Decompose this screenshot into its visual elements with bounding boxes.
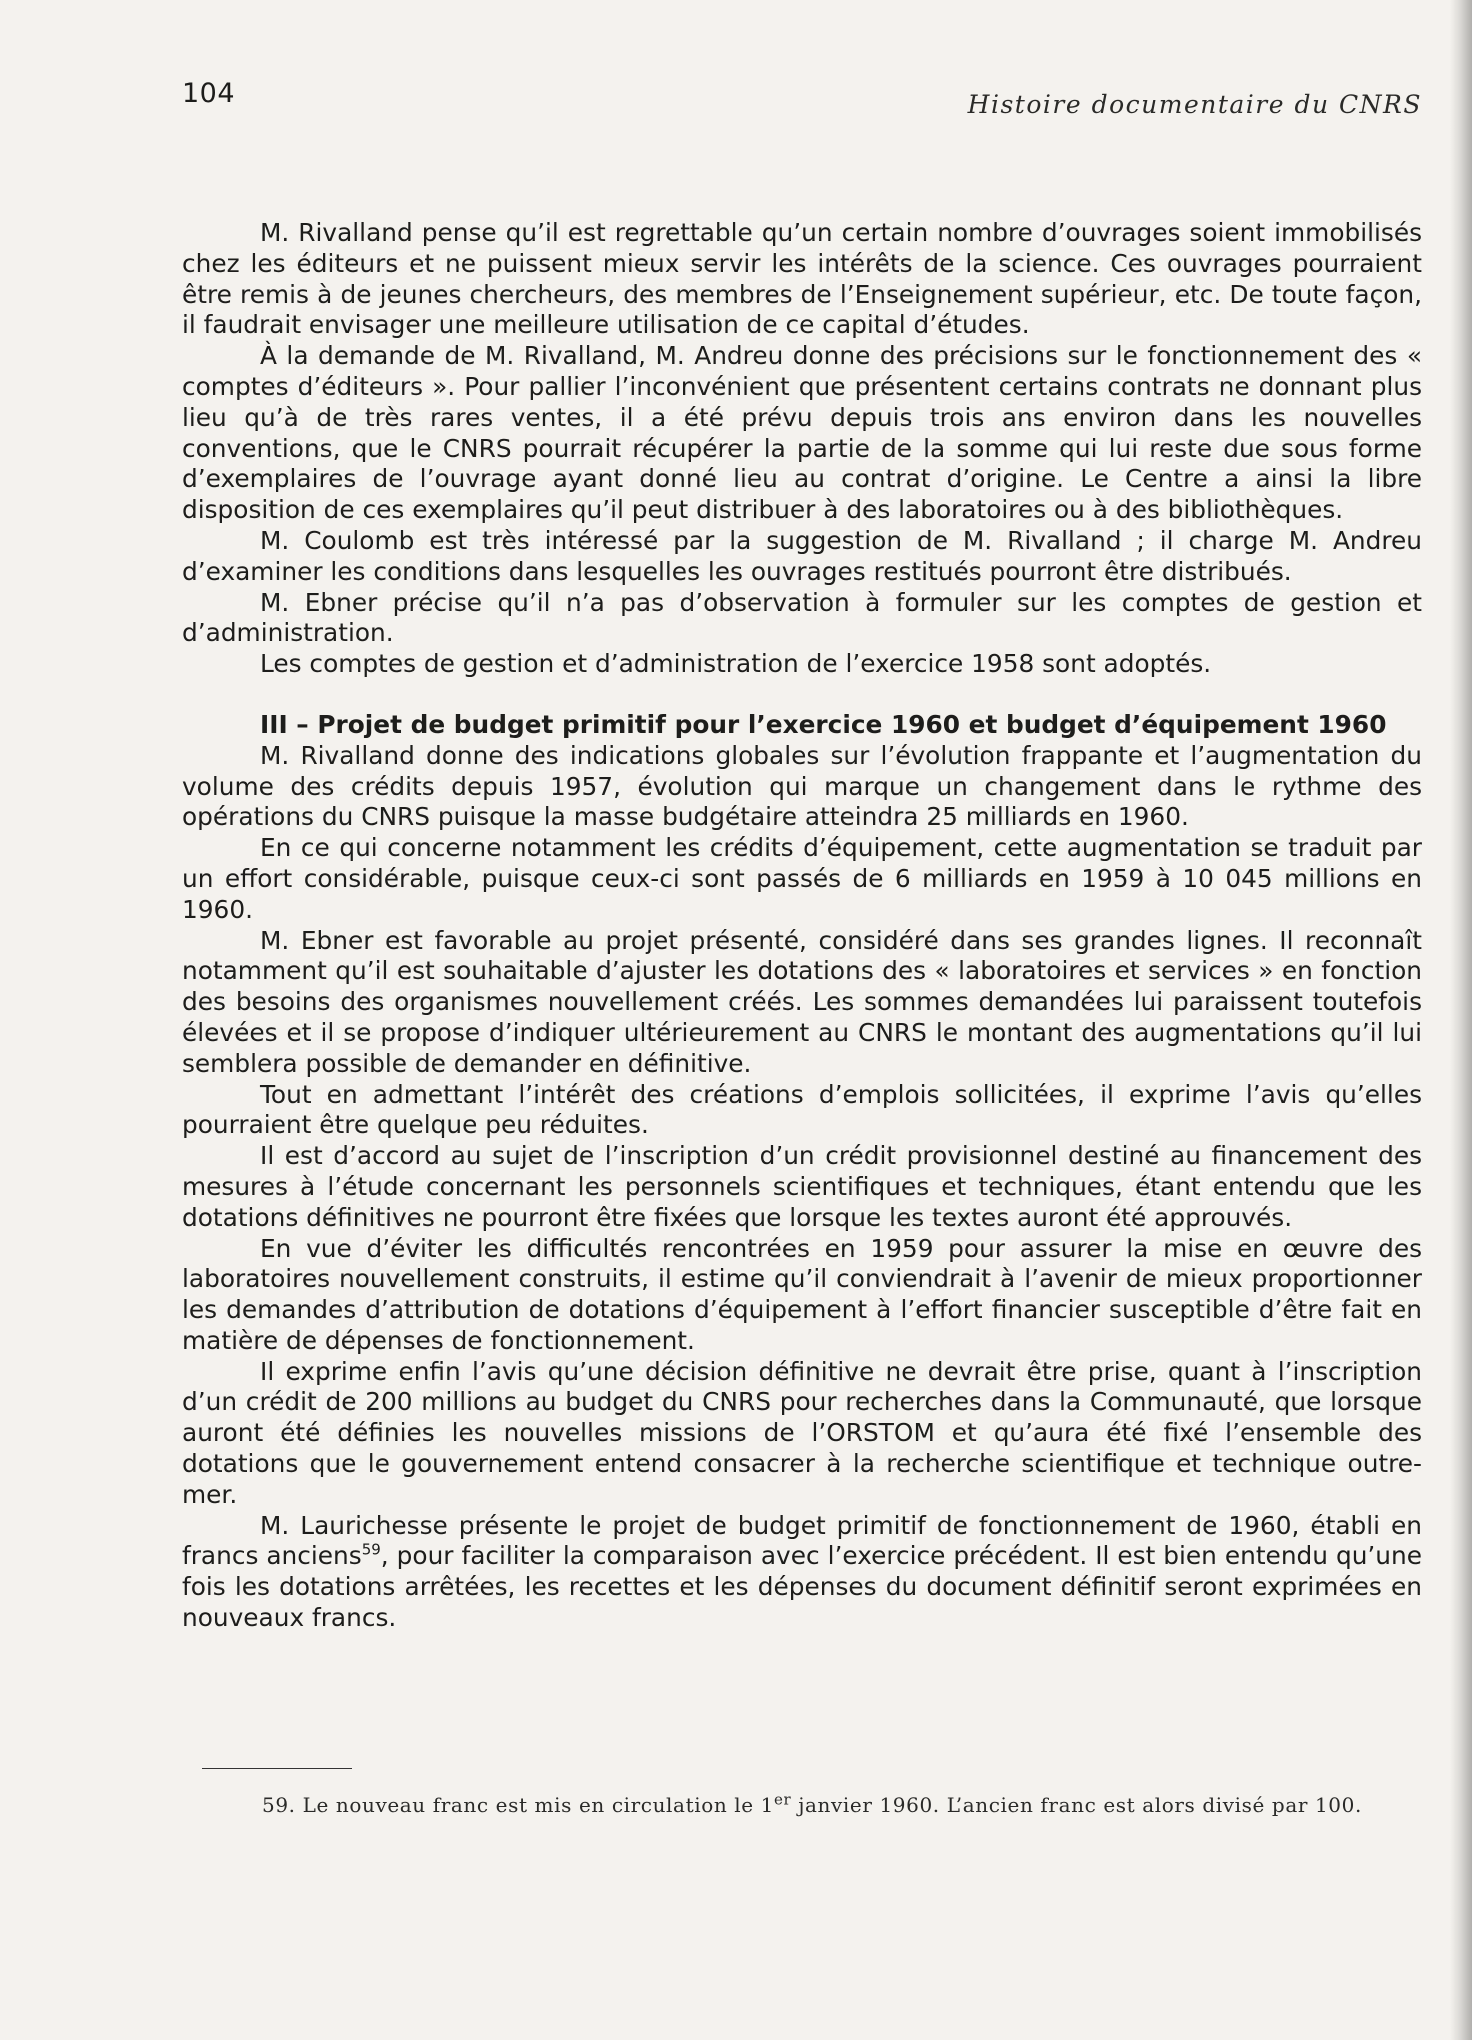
paragraph: Il est d’accord au sujet de l’inscription d’un crédit provisionnel destiné au financement des mesures à l’étude concernant les personnels scientifiques et techniques, étant entendu que les dotations définitives ne pourront être fixées que lorsque les textes auront été approuvés. [182,1141,1422,1232]
paragraph-with-note [182,1511,1422,1634]
running-title: Histoire documentaire du CNRS [967,90,1422,119]
page-number: 104 [182,78,236,109]
paragraph: M. Ebner est favorable au projet présenté, considéré dans ses grandes lignes. Il reconnaît notamment qu’il est souhaitable d’ajuster les dotations des « laboratoires et services » en fonction des besoins des organismes nouvellement créés. Les sommes demandées lui paraissent toutefois élevées et il se propose d’indiquer ultérieurement au CNRS le montant des augmentations qu’il lui semblera possible de demander en définitive. [182,925,1422,1078]
paragraph: M. Coulomb est très intéressé par la suggestion de M. Rivalland ; il charge M. Andreu d’examiner les conditions dans lesquelles les ouvrages restitués pourront être distribués. [182,525,1422,586]
footnote-superscript: er [774,1790,792,1809]
paragraph: Les comptes de gestion et d’administration de l’exercice 1958 sont adoptés. [260,649,1212,679]
paragraph: M. Ebner précise qu’il n’a pas d’observation à formuler sur les comptes de gestion et d’administration. [182,587,1422,648]
paragraph-text: , pour faciliter la comparaison avec l’exercice précédent. Il est bien entendu qu’une fois les dotations arrêtées, les recettes et les dépenses du document définitif seront exprimées en nouveaux francs. [182,1541,1422,1633]
footnote-text: janvier 1960. L’ancien franc est alors divisé par 100. [791,1793,1362,1817]
section-heading: III – Projet de budget primitif pour l’exercice 1960 et budget d’équipement 1960 [260,709,1387,739]
paragraph: M. Rivalland pense qu’il est regrettable qu’un certain nombre d’ouvrages soient immobilisés chez les éditeurs et ne puissent mieux servir les intérêts de la science. Ces ouvrages pourraient être remis à de jeunes chercheurs, des membres de l’Enseignement supérieur, etc. De toute façon, il faudrait envisager une meilleure utilisation de ce capital d’études. [182,218,1422,340]
body-text [182,218,1422,1634]
paragraph: En ce qui concerne notamment les crédits d’équipement, cette augmentation se traduit par un effort considérable, puisque ceux-ci sont passés de 6 milliards en 1959 à 10 045 millions en 1960. [182,833,1422,924]
paragraph: Tout en admettant l’intérêt des créations d’emplois sollicitées, il exprime l’avis qu’elles pourraient être quelque peu réduites. [182,1079,1422,1140]
page-edge-shadow [1450,0,1472,2040]
footnote-text: 59. Le nouveau franc est mis en circulation le 1 [262,1793,775,1817]
paragraph: Il exprime enfin l’avis qu’une décision définitive ne devrait être prise, quant à l’inscription d’un crédit de 200 millions au budget du CNRS pour recherches dans la Communauté, que lorsque auront été définies les nouvelles missions de l’ORSTOM et qu’aura été fixé l’ensemble des dotations que le gouvernement entend consacrer à la recherche scientifique et technique outre-mer. [182,1356,1422,1509]
paragraph-text: M. Laurichesse présente le projet de budget primitif de fonctionnement de 1960, établi en francs anciens [182,1510,1422,1571]
paragraph: À la demande de M. Rivalland, M. Andreu donne des précisions sur le fonctionnement des « comptes d’éditeurs ». Pour pallier l’inconvénient que présentent certains contrats ne donnant plus lieu qu’à de très rares ventes, il a été prévu depuis trois ans environ dans les nouvelles conventions, que le CNRS pourrait récupérer la partie de la somme qui lui reste due sous forme d’exemplaires de l’ouvrage ayant donné lieu au contrat d’origine. Le Centre a ainsi la libre disposition de ces exemplaires qu’il peut distribuer à des laboratoires ou à des bibliothèques. [182,341,1422,525]
footnote-divider [202,1768,352,1769]
paragraph: En vue d’éviter les difficultés rencontrées en 1959 pour assurer la mise en œuvre des laboratoires nouvellement construits, il estime qu’il conviendrait à l’avenir de mieux proportionner les demandes d’attribution de dotations d’équipement à l’effort financier susceptible d’être fait en matière de dépenses de fonctionnement. [182,1233,1422,1355]
footnote-reference[interactable]: 59 [361,1541,381,1560]
footnote [262,1792,1382,1818]
paragraph: M. Rivalland donne des indications globales sur l’évolution frappante et l’augmentation du volume des crédits depuis 1957, évolution qui marque un changement dans le rythme des opérations du CNRS puisque la masse budgétaire atteindra 25 milliards en 1960. [182,740,1422,832]
